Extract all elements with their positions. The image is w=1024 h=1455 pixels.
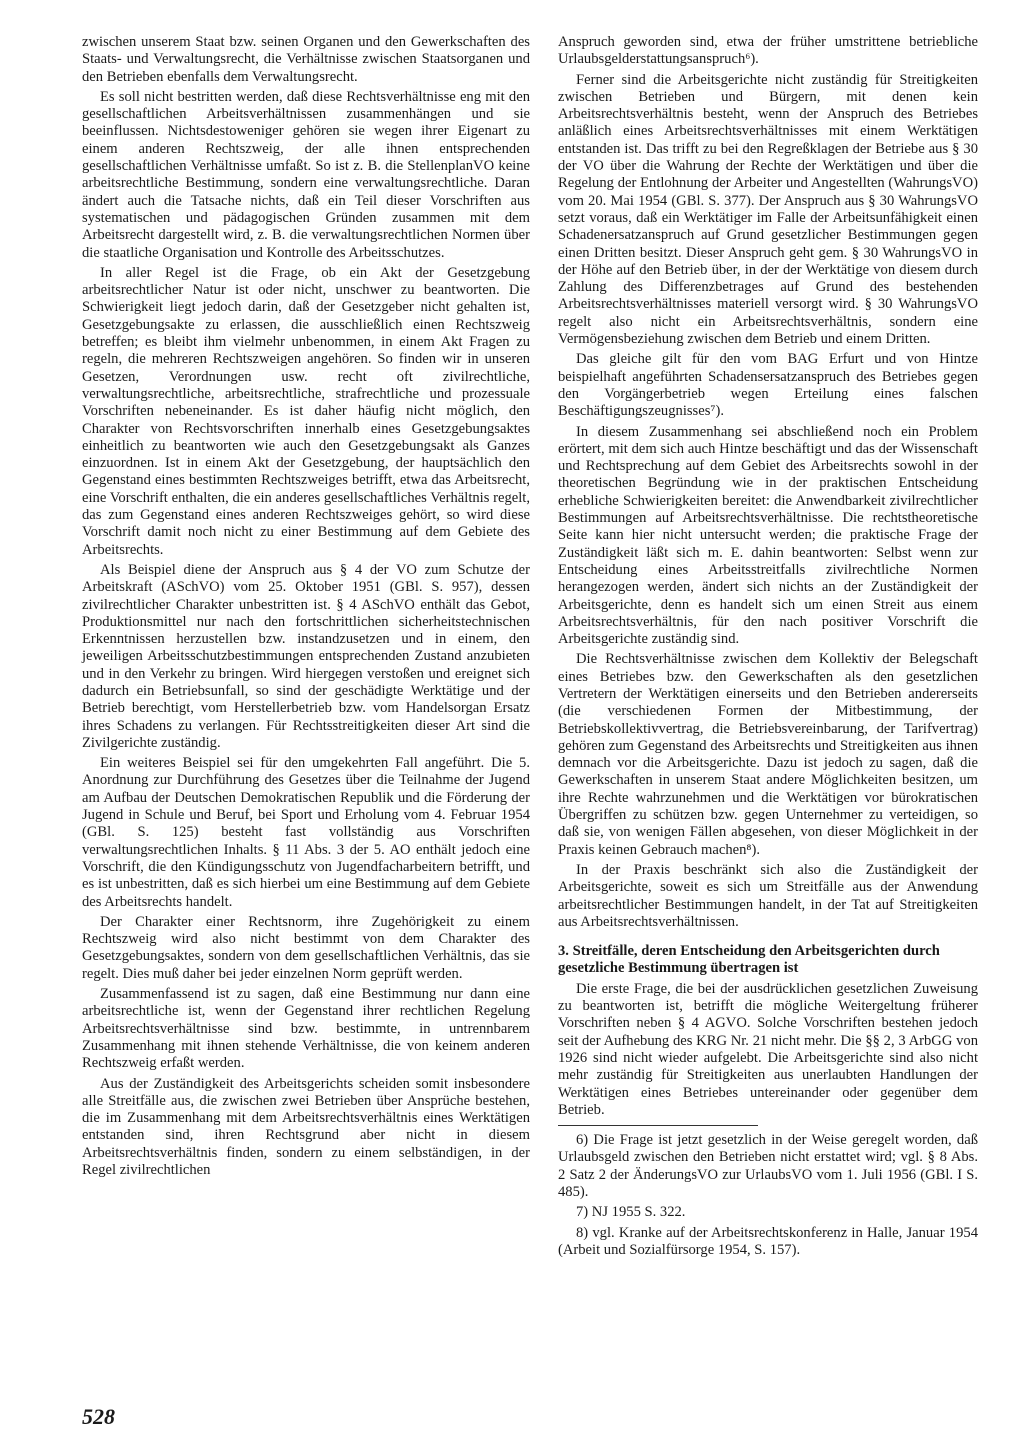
paragraph: Es soll nicht bestritten werden, daß diese Rechtsverhältnisse eng mit den gesellschaftlichen Arbeitsverhältnissen zusammenhängen und sie beeinflussen. Nichtsdestoweniger gehören sie wegen ihrer Eigenart zu einem anderen Rechtszweig, der alle ihnen entsprechenden gesellschaftlichen Verhältnisse umfaßt. So ist z. B. die StellenplanVO keine arbeitsrechtliche Bestimmung, sondern eine verwaltungsrechtliche. Daran ändert auch die Tatsache nichts, daß ein Teil dieser Vorschriften aus systematischen und pädagogischen Gründen zusammen mit dem Arbeitsrecht dargestellt wird, z. B. die verwaltungsrechtlichen Normen über die staatliche Organisation und Kontrolle des Arbeitsschutzes.	[82, 88, 530, 261]
paragraph: Ferner sind die Arbeitsgerichte nicht zuständig für Streitigkeiten zwischen Betrieben und Bürgern, mit denen kein Arbeitsrechtsverhältnis besteht, wenn der Anspruch des Betriebes anläßlich eines Arbeitsrechtsverhältnisses mit einem Werktätigen entstanden ist. Das trifft zu bei den Regreßklagen der Betriebe aus § 30 der VO über die Wahrung der Rechte der Werktätigen und über die Regelung der Entlohnung der Arbeiter und Angestellten (WahrungsVO) vom 20. Mai 1954 (GBl. S. 377). Der Anspruch aus § 30 WahrungsVO setzt voraus, daß ein Werktätiger im Falle der Arbeitsunfähigkeit einen Schadenersatzanspruch auf Grund gesetzlicher Bestimmungen gegen einen Dritten besitzt. Dieser Anspruch geht gem. § 30 WahrungsVO in der Höhe auf den Betrieb über, in der der Werktätige von diesem durch Zahlung des Differenzbetrages auf Grund des bestehenden Arbeitsrechtsverhältnisses materiell versorgt wird. § 30 WahrungsVO regelt also nicht ein Arbeitsrechtsverhältnis, sondern eine Vermögensbeziehung zwischen dem Betrieb und einem Dritten.	[558, 71, 978, 348]
footnote: 7) NJ 1955 S. 322.	[576, 1204, 686, 1221]
section-paragraph: Die erste Frage, die bei der ausdrücklichen gesetzlichen Zuweisung zu beantworten ist, betrifft die mögliche Weitergeltung früherer Vorschriften neben § 4 AGVO. Solche Vorschriften bestehen jedoch seit der Aufhebung des KRG Nr. 21 nicht mehr. Die §§ 2, 3 ArbGG von 1926 sind nicht wieder aufgelebt. Die Arbeitsgerichte sind also nicht mehr zuständig für Streitigkeiten aus unerlaubten Handlungen der Werktätigen eines Betriebes untereinander oder gegenüber dem Betrieb.	[558, 980, 978, 1118]
paragraph: Die Rechtsverhältnisse zwischen dem Kollektiv der Belegschaft eines Betriebes bzw. den Gewerkschaften als den gesetzlichen Vertretern der Werktätigen einerseits und den Betrieben andererseits (die verschiedenen Formen der Mitbestimmung, der Betriebskollektivvertrag, die Betriebsvereinbarung, der Tarifvertrag) gehören zum Gegenstand des Arbeitsrechts und Streitigkeiten aus ihnen demnach vor die Arbeitsgerichte. Dazu ist jedoch zu sagen, daß die Gewerkschaften in unserem Staat andere Möglichkeiten besitzen, um ihre Rechte wahrzunehmen und die Werktätigen vor bürokratischen Übergriffen zu schützen bzw. gegen Unternehmer zu verteidigen, so daß sie, von wenigen Fällen abgesehen, von dieser Möglichkeit in der Praxis keinen Gebrauch machen⁸).	[558, 651, 978, 858]
footnote: 6) Die Frage ist jetzt gesetzlich in der Weise geregelt worden, daß Urlaubsgeld zwischen den Betrieben nicht erstattet wird; vgl. § 8 Abs. 2 Satz 2 der ÄnderungsVO zur UrlaubsVO vom 1. Juli 1956 (GBl. I S. 485).	[558, 1132, 978, 1200]
paragraph: In aller Regel ist die Frage, ob ein Akt der Gesetzgebung arbeitsrechtlicher Natur ist oder nicht, unschwer zu beantworten. Die Schwierigkeit liegt jedoch darin, daß der Gesetzgeber nicht gehalten ist, Gesetzgebungsakte zu erlassen, die ausschließlich einen Rechtszweig betreffen; es bleibt ihm vielmehr unbenommen, in einem Akt Fragen zu regeln, die mehreren Rechtszweigen angehören. So finden wir in unseren Gesetzen, Verordnungen usw. recht oft zivilrechtliche, verwaltungsrechtliche, arbeitsrechtliche, strafrechtliche und prozessuale Vorschriften nebeneinander. Es ist daher häufig nicht möglich, den Charakter von Rechtsvorschriften innerhalb eines Gesetzgebungsaktes einheitlich zu beantworten wie auch den Gesetzgebungsakt als Ganzes einzuordnen. Ist in einem Akt der Gesetzgebung, der hauptsächlich den Gegenstand eines bestimmten Rechtszweiges betrifft, etwa das Arbeitsrecht, eine Vorschrift enthalten, die ein anderes gesellschaftliches Verhältnis regelt, das zum Gegenstand eines anderen Rechtszweiges gehört, so wird diese Vorschrift damit noch nicht zu einer Bestimmung auf dem Gebiete des Arbeitsrechts.	[82, 264, 530, 558]
paragraph: Der Charakter einer Rechtsnorm, ihre Zugehörigkeit zu einem Rechtszweig wird also nicht bestimmt von dem Charakter des Gesetzgebungsaktes, sondern von dem gesellschaftlichen Verhältnis, das sie regelt. Dies muß daher bei jeder einzelnen Norm geprüft werden.	[82, 913, 530, 982]
paragraph: In der Praxis beschränkt sich also die Zuständigkeit der Arbeitsgerichte, soweit es sich um Streitfälle aus der Anwendung arbeitsrechtlicher Bestimmungen handelt, in der Tat auf Streitigkeiten aus Arbeitsrechtsverhältnissen.	[558, 861, 978, 930]
left-column	[82, 34, 530, 1179]
paragraph: Zusammenfassend ist zu sagen, daß eine Bestimmung nur dann eine arbeitsrechtliche ist, wenn der Gegenstand ihrer rechtlichen Regelung Arbeitsrechtsverhältnisse sind bzw. bestimmte, in untrennbarem Zusammenhang mit ihnen stehende Verhältnisse, die von keinem anderen Rechtszweig erfaßt werden.	[82, 986, 530, 1072]
paragraph: In diesem Zusammenhang sei abschließend noch ein Problem erörtert, mit dem sich auch Hintze beschäftigt und das der Wissenschaft und Rechtsprechung auf dem Gebiet des Arbeitsrechts sowohl in der theoretischen Begründung wie in der praktischen Entscheidung erhebliche Schwierigkeiten bereitet: die Anwendbarkeit zivilrechtlicher Bestimmungen auf Arbeitsrechtsverhältnisse. Die rechtstheoretische Seite kann hier nicht untersucht werden; die praktische Frage der Zuständigkeit läßt sich m. E. dahin beantworten: Selbst wenn zur Entscheidung eines Arbeitsstreitfalls zivilrechtliche Normen herangezogen werden, ändert sich nichts an der Zuständigkeit der Arbeitsgerichte, denn es handelt sich um einen Streit aus einem Arbeitsrechtsverhältnis, für den nach positiver Vorschrift die Arbeitsgerichte zuständig sind.	[558, 423, 978, 648]
right-column	[558, 34, 978, 1259]
section-heading: 3. Streitfälle, deren Entscheidung den Arbeitsgerichten durch gesetzliche Bestimmung übertragen ist	[558, 943, 940, 977]
paragraph: Als Beispiel diene der Anspruch aus § 4 der VO zum Schutze der Arbeitskraft (ASchVO) vom 25. Oktober 1951 (GBl. S. 957), dessen zivilrechtlicher Charakter unbestritten ist. § 4 ASchVO enthält das Gebot, Produktionsmittel nur nach den fortschrittlichen sicherheitstechnischen Erkenntnissen herzustellen bzw. instandzusetzen und in einem, den jeweiligen Arbeitsschutzbestimmungen entsprechenden Zustand anzubieten und in den Verkehr zu bringen. Wird hiergegen verstoßen und ereignet sich dadurch ein Betriebsunfall, so sind der geschädigte Werktätige und der Betrieb berechtigt, vom Herstellerbetrieb bzw. vom Handelsorgan Ersatz ihres Schadens zu verlangen. Für Rechtsstreitigkeiten dieser Art sind die Zivilgerichte zuständig.	[82, 561, 530, 751]
paragraph: Ein weiteres Beispiel sei für den umgekehrten Fall angeführt. Die 5. Anordnung zur Durchführung des Gesetzes über die Teilnahme der Jugend am Aufbau der Deutschen Demokratischen Republik und die Förderung der Jugend in Schule und Beruf, bei Sport und Erholung vom 4. Februar 1954 (GBl. S. 125) besteht fast vollständig aus Vorschriften verwaltungsrechtlichen Inhalts. § 11 Abs. 3 der 5. AO enthält jedoch eine Vorschrift, die den Kündigungsschutz von Jugendfacharbeitern betrifft, und es ist unbestritten, daß es sich hierbei um eine Bestimmung auf dem Gebiete des Arbeitsrechts handelt.	[82, 755, 530, 910]
footnote: 8) vgl. Kranke auf der Arbeitsrechtskonferenz in Halle, Januar 1954 (Arbeit und Sozialfürsorge 1954, S. 157).	[558, 1224, 978, 1258]
paragraph: Aus der Zuständigkeit des Arbeitsgerichts scheiden somit insbesondere alle Streitfälle aus, die zwischen zwei Betrieben über Ansprüche bestehen, die im Zusammenhang mit dem Arbeitsrechtsverhältnis eines Werktätigen entstanden sind, ihren Rechtsgrund aber nicht in diesem Arbeitsrechtsverhältnis finden, sondern zu einem selbständigen, in der Regel zivilrechtlichen	[82, 1075, 530, 1178]
page-number: 528	[82, 1404, 115, 1429]
paragraph: Anspruch geworden sind, etwa der früher umstrittene betriebliche Urlaubsgelderstattungsanspruch⁶).	[558, 34, 978, 68]
paragraph: Das gleiche gilt für den vom BAG Erfurt und von Hintze beispielhaft angeführten Schadensersatzanspruch des Betriebes gegen den Vorgängerbetrieb wegen Erteilung eines falschen Beschäftigungszeugnisses⁷).	[558, 351, 978, 420]
paragraph: zwischen unserem Staat bzw. seinen Organen und den Gewerkschaften des Staats- und Verwaltungsrecht, die Verhältnisse zwischen Staatsorganen und den Betrieben ebenfalls dem Verwaltungsrecht.	[82, 34, 530, 85]
footnotes	[558, 1132, 978, 1259]
footnote-divider	[558, 1125, 758, 1130]
